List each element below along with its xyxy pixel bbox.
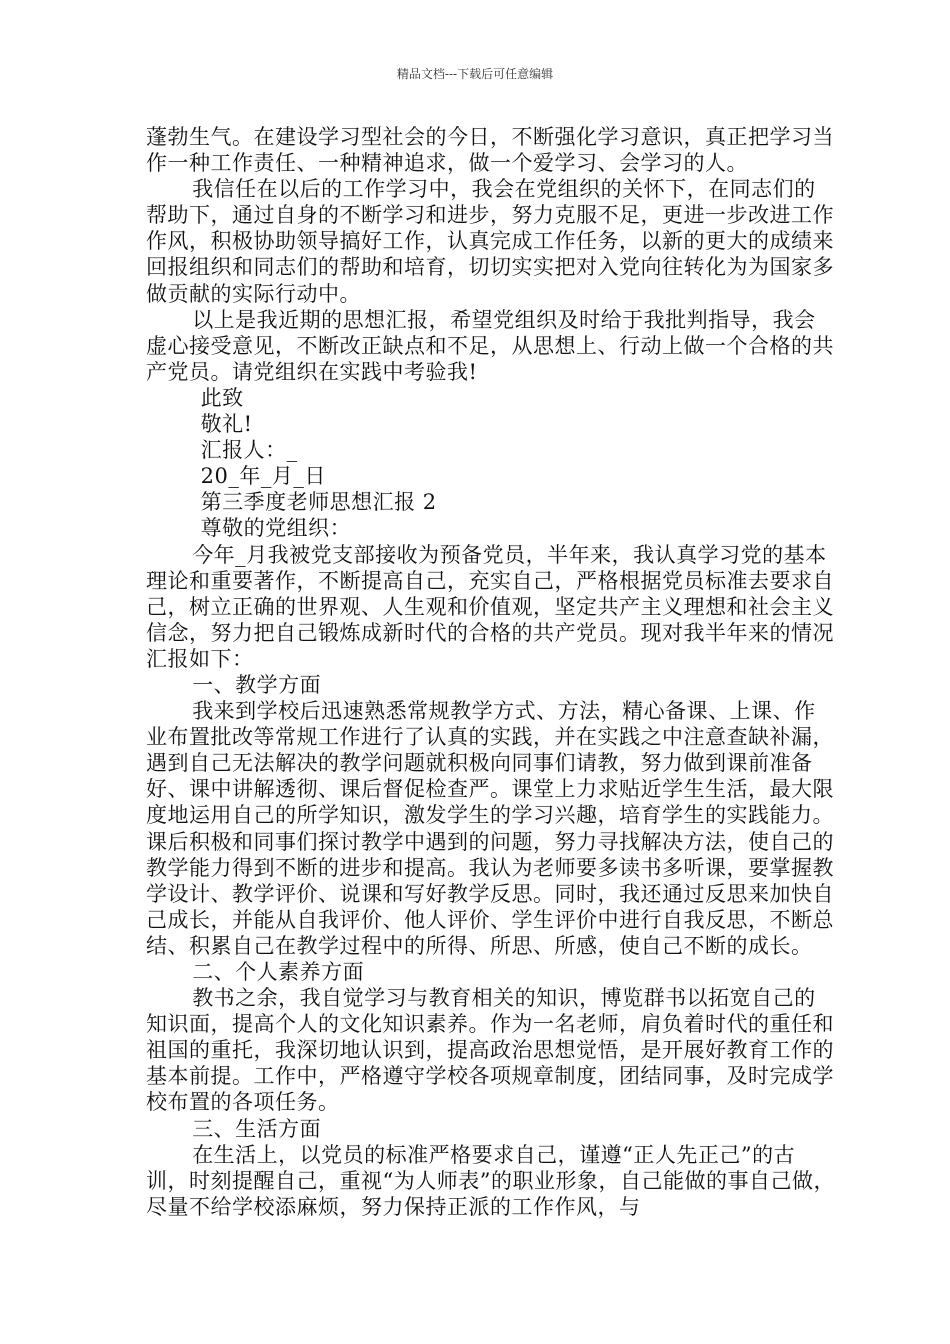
paragraph-intro: 今年_月我被党支部接收为预备党员，半年来，我认真学习党的基本理论和重要著作，不断提高自己，充实自己，严格根据党员标准去要求自己，树立正确的世界观、人生观和价值观，坚定共产主义理想和社会主义信念，努力把自己锻炼成新时代的合格的共产党员。现对我半年来的情况汇报如下： [146, 542, 834, 671]
heading-life: 三、生活方面 [192, 1116, 322, 1141]
paragraph-personal: 教书之余，我自觉学习与教育相关的知识，博览群书以拓宽自己的知识面，提高个人的文化知识素养。作为一名老师，肩负着时代的重任和祖国的重托，我深切地认识到，提高政治思想觉悟，是开展好教育工作的基本前提。工作中，严格遵守学校各项规章制度，团结同事，及时完成学校布置的各项任务。 [146, 986, 834, 1115]
greeting: 尊敬的党组织： [200, 516, 352, 541]
heading-personal: 二、个人素养方面 [192, 960, 365, 984]
reporter-signature: 汇报人：_ [200, 438, 298, 463]
page-header: 精品文档---下载后可任意编辑 [396, 67, 554, 81]
paragraph-1: 蓬勃生气。在建设学习型社会的今日，不断强化学习意识，真正把学习当作一种工作责任、一种精神追求，做一个爱学习、会学习的人。 [146, 125, 834, 176]
paragraph-life: 在生活上，以党员的标准严格要求自己，谨遵“正人先正己”的古训，时刻提醒自己，重视“为人师表”的职业形象，自己能做的事自己做，尽量不给学校添麻烦，努力保持正派的工作作风，与 [146, 1142, 835, 1219]
document-body [146, 124, 836, 1220]
report-date: 20_年_月_日 [200, 464, 326, 489]
closing-salutation: 此致 [200, 385, 244, 410]
paragraph-teaching: 我来到学校后迅速熟悉常规教学方式、方法，精心备课、上课、作业布置批改等常规工作进行了认真的实践，并在实践之中注意查缺补漏，遇到自己无法解决的教学问题就积极向同事们请教，努力做到课前准备好、课中讲解透彻、课后督促检查严。课堂上力求贴近学生生活，最大限度地运用自己的所学知识，激发学生的学习兴趣，培育学生的实践能力。课后积极和同事们探讨教学中遇到的问题，努力寻找解决方法，使自己的教学能力得到不断的进步和提高。我认为老师要多读书多听课，要掌握教学设计、教学评价、说课和写好教学反思。同时，我还通过反思来加快自己成长，并能从自我评价、他人评价、学生评价中进行自我反思，不断总结、积累自己在教学过程中的所得、所思、所感，使自己不断的成长。 [146, 699, 834, 958]
paragraph-2: 我信任在以后的工作学习中，我会在党组织的关怀下，在同志们的帮助下，通过自身的不断学习和进步，努力克服不足，更进一步改进工作作风，积极协助领导搞好工作，认真完成工作任务，以新的更大的成绩来回报组织和同志们的帮助和培育，切切实实把对入党向往转化为为国家多做贡献的实际行动中。 [146, 177, 834, 306]
section-title: 第三季度老师思想汇报 2 [200, 490, 437, 515]
closing-regards: 敬礼! [200, 412, 253, 437]
heading-teaching: 一、教学方面 [192, 672, 322, 697]
paragraph-3: 以上是我近期的思想汇报，希望党组织及时给于我批判指导，我会虚心接受意见，不断改正缺点和不足，从思想上、行动上做一个合格的共产党员。请党组织在实践中考验我! [146, 307, 834, 384]
